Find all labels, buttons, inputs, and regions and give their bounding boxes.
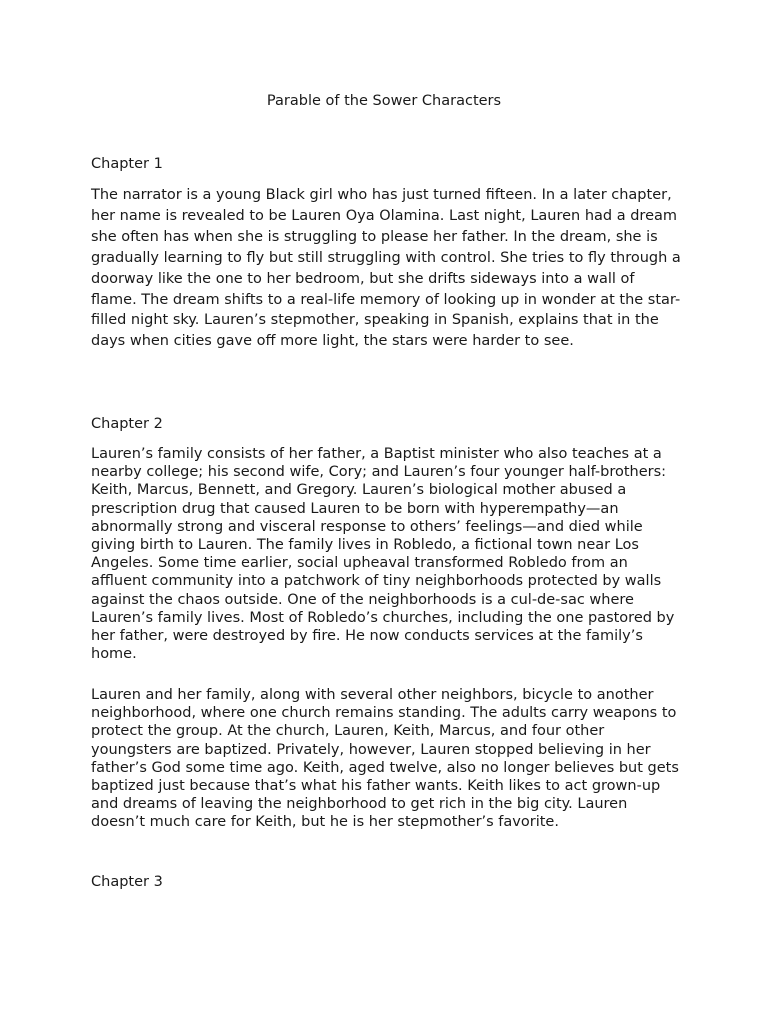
chapter-1-heading: Chapter 1: [91, 156, 163, 172]
chapter-2-heading: Chapter 2: [91, 416, 163, 432]
chapter-1-paragraph-1: The narrator is a young Black girl who has just turned fifteen. In a later chapter, her name is revealed to be Lauren Oya Olamina. Last night, Lauren had a dream she often has when she is struggling to please her father. In the dream, she is gradually learning to fly but still struggling with control. She tries to fly through a doorway like the one to her bedroom, but she drifts sideways into a wall of flame. The dream shifts to a real-life memory of looking up in wonder at the star-filled night sky. Lauren’s stepmother, speaking in Spanish, explains that in the days when cities gave off more light, the stars were harder to see.: [91, 187, 681, 350]
chapter-2-paragraph-1: Lauren’s family consists of her father, a Baptist minister who also teaches at a nearby college; his second wife, Cory; and Lauren’s four younger half-brothers: Keith, Marcus, Bennett, and Gregory. Lauren’s biological mother abused a prescription drug that caused Lauren to be born with hyperempathy—an abnormally strong and visceral response to others’ feelings—and died while giving birth to Lauren. The family lives in Robledo, a fictional town near Los Angeles. Some time earlier, social upheaval transformed Robledo from an affluent community into a patchwork of tiny neighborhoods protected by walls against the chaos outside. One of the neighborhoods is a cul-de-sac where Lauren’s family lives. Most of Robledo’s churches, including the one pastored by her father, were destroyed by fire. He now conducts services at the family’s home.: [91, 446, 675, 663]
chapter-3-heading: Chapter 3: [91, 874, 163, 890]
document-title: Parable of the Sower Characters: [266, 93, 502, 109]
chapter-2-paragraph-2: Lauren and her family, along with several other neighbors, bicycle to another neighborhood, where one church remains standing. The adults carry weapons to protect the group. At the church, Lauren, Keith, Marcus, and four other youngsters are baptized. Privately, however, Lauren stopped believing in her father’s God some time ago. Keith, aged twelve, also no longer believes but gets baptized just because that’s what his father wants. Keith likes to act grown-up and dreams of leaving the neighborhood to get rich in the big city. Lauren doesn’t much care for Keith, but he is her stepmother’s favorite.: [91, 687, 679, 831]
